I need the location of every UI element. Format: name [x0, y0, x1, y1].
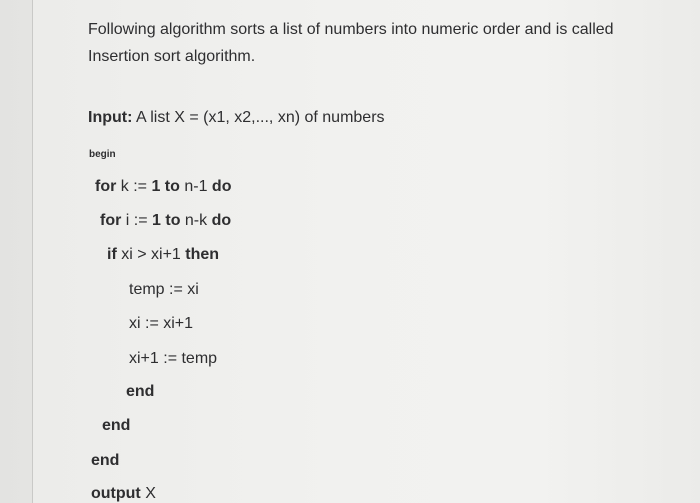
output-variable: X	[140, 485, 156, 502]
if-condition: xi > xi+1	[116, 246, 186, 263]
for-k-keyword: for	[95, 178, 117, 195]
for-k-line	[95, 177, 231, 197]
output-keyword: output	[91, 485, 141, 502]
intro-line-1: Following algorithm sorts a list of numbers into numeric order and is called	[88, 21, 614, 38]
for-k-range: 1 to	[151, 178, 185, 195]
question-card	[32, 0, 700, 503]
xi1-assign-line: xi+1 := temp	[129, 350, 218, 367]
input-label: Input:	[88, 109, 133, 126]
output-line	[91, 484, 156, 503]
for-k-do: do	[211, 178, 232, 195]
if-line	[107, 245, 219, 265]
input-line	[88, 108, 385, 128]
for-i-do: do	[211, 212, 232, 229]
for-i-end: n-k	[184, 212, 212, 229]
for-i-keyword: for	[100, 212, 122, 229]
input-text: A list X = (x1, x2,..., xn) of numbers	[132, 109, 385, 126]
for-k-variable: k :=	[116, 178, 152, 195]
then-keyword: then	[185, 246, 220, 263]
for-i-range: 1 to	[152, 212, 185, 229]
for-i-line	[100, 211, 231, 231]
end-if-keyword: end	[126, 383, 155, 400]
if-keyword: if	[107, 246, 117, 263]
for-k-end: n-1	[184, 178, 212, 195]
begin-keyword: begin	[89, 149, 116, 160]
end-for-i-keyword: end	[102, 417, 131, 434]
end-for-k-keyword: end	[91, 452, 120, 469]
temp-assign-line: temp := xi	[129, 281, 199, 298]
xi-assign-line: xi := xi+1	[129, 315, 194, 332]
intro-line-2: Insertion sort algorithm.	[88, 48, 256, 65]
for-i-variable: i :=	[121, 212, 153, 229]
